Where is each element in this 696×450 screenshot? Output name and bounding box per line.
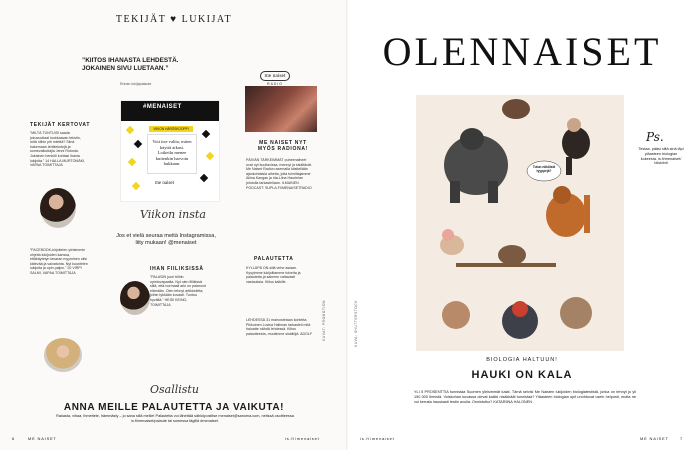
radio-badge: me naiset <box>260 71 291 81</box>
speech-bubble-text: Tutun näköisiä tyyppejä? <box>532 165 556 173</box>
photo-credit: KUVAT: PROMOTION <box>322 300 326 341</box>
feedback-title: ANNA MEILLE PALAUTETTA JA VAIKUTA! <box>63 402 285 413</box>
radio-text: PÄIVÄN TÄRKEIMMÄT puheenaiheet ovat nyt kuultavissa, mennyt ja sisältävät. Me Naiset Radion asemalla käsitellään ajankohtaisia aiheita, joita toimittajamme Aliina Kangas ja Ida-Liina Haurlelan johdolla tarkastellaan. ILMAINEN PODCAST: SUPLA.FI/MENAISETRADIO <box>246 158 312 190</box>
macaque-face <box>442 229 454 241</box>
decor-diamond <box>128 158 136 166</box>
page-number: 6 <box>12 436 16 441</box>
gorilla-arm <box>450 181 460 203</box>
insta-hashtag: #MENAISET <box>143 104 182 110</box>
palaute-text-2: LEHDESSÄ 31 mainostetaan kohteita. Pikkuinen Lovisa Hallman tarkasteli mitä haluatte nähdä lehdessä. Kiitos palautteesta, muutimme sisältöjä. ADOLF <box>246 318 313 336</box>
osallistu-script: Osallistu <box>150 383 199 396</box>
decor-diamond <box>202 130 210 138</box>
article-kicker: BIOLOGIA HALTUUN! <box>486 357 558 363</box>
decor-diamond <box>206 152 214 160</box>
right-page <box>348 0 696 450</box>
primate-poster <box>416 95 624 351</box>
decor-diamond <box>200 174 208 182</box>
ps-text[interactable]: Testaa, pääsi siitä sinä läpi yläasteen biologian kokeesta. is.fi/menaiset/ biiskiinti <box>638 147 684 166</box>
tekijat-text-2: ”FACEBOOK-kirjoitelen yleisimmin ohjeita lukijoiden kanssa, ettäkäytetyn tavaran myyminen olisi kätevää ja vaivatonta. Nyt kuuntelen lukijoita ja opin paljon.” 20 VIRPI SALMI, VAPAA TOIMITTAJA <box>30 248 88 275</box>
author-photo-2 <box>44 338 82 372</box>
insta-header <box>121 101 219 121</box>
orangutan-head <box>553 186 571 204</box>
gorilla-head <box>460 128 484 150</box>
decor-diamond <box>126 126 134 134</box>
monkey-shape <box>498 245 526 265</box>
ps-title: Ps. <box>646 130 664 144</box>
section-title-olennaiset: OLENNAISET <box>382 29 662 74</box>
article-title: HAUKI ON KALA <box>471 369 573 381</box>
monkey-shape <box>442 301 470 329</box>
footer-url[interactable]: is.fi/menaiset <box>360 436 395 441</box>
article-body: YLI 5 PROSENTTIA tunnistaa Suomen yleisimmät kalat. Tämä selvisi Me Naisten lukijoiden biologiatestistä, jonka on tehnyt jo yli 150 000 ihmistä. Voiskohan kuvassa olevat kaikki nisäkkäät tunnistaa? Yläasteen biologian opit unohtuvat usein helposti, mutta ne voi kerrata hauskasti testin avulla. Onnistutko? KATARIINA HALONEN <box>414 390 636 404</box>
section-title: TEKIJÄT ♥ LUKIJAT <box>115 14 233 25</box>
primate-illustration <box>416 95 624 351</box>
footer-brand: ME NAISET <box>28 436 57 441</box>
insta-yellow-bar: VIIKON HÄRÖSKOOPPI <box>149 126 193 132</box>
vertical-credit: KUVA: SHUTTERSTOCK <box>354 300 358 347</box>
insta-quote-card <box>147 134 197 174</box>
page-number: 7 <box>680 436 684 441</box>
lead-quote: ”KIITOS IHANASTA LEHDESTÄ. JOKAINEN SIVU LUETAAN.” <box>82 57 179 72</box>
author-photo-3 <box>120 281 150 315</box>
instagram-post[interactable] <box>120 100 220 202</box>
follow-instagram-text: Jos et vielä seuraa meitä Instagramissa, liity mukaan! @menaiset <box>116 233 216 246</box>
monkey-shape <box>502 99 530 119</box>
palaute-heading: PALAUTETTA <box>254 256 294 262</box>
orangutan-arm <box>584 195 590 233</box>
palaute-text-1: KYLLÄPÄ ON sillä virhe asiaan. Kysyimme lukijoiltamme toiveita ja palautetta ja saimme valtavasti vastauksia. Kiitos kaikille. <box>246 266 301 284</box>
chimp-leg <box>566 157 572 175</box>
decor-diamond <box>134 140 142 148</box>
tekijat-text-1: ”MILTÄ TUNTUISI saada jokuvuotiaat loukkaavan tekstin, mitä niihin piti miettiä? Siinä hakemaan lehtitekstejä ja somevaikuttajia Jenni Rotosta. Jokainen henkilö kohtasi ihania lukijoita.” 14 HALLA MURTOMÄKI, VAPAA TOIMITTAJA <box>30 131 86 168</box>
gorilla-arm <box>488 181 498 203</box>
footer-brand: ME NAISET <box>640 436 669 441</box>
radio-sub: RADIO <box>267 82 283 86</box>
ihan-text: ”PALASIN juuri töihin opintovapaalta. Nyt olen fiilikissä siitä, että normaali arki on palannut elämään. Olen tehnyt artikkeleita, joihin tykkään kovasti. Tuntuu hyvältä.” HEIDI KEINO, TOIMITTAJA <box>150 275 206 307</box>
chimp-body <box>562 127 590 159</box>
radio-hosts-photo <box>245 86 317 132</box>
quote-author: Erinan lukijapalaute <box>120 82 152 86</box>
author-photo-1 <box>40 188 76 228</box>
ihan-heading: IHAN FIILIKSISSÄ <box>150 266 204 272</box>
tekijat-heading: TEKIJÄT KERTOVAT <box>30 122 91 128</box>
decor-diamond <box>132 182 140 190</box>
footer-url[interactable]: is.fi/menaiset <box>285 436 320 441</box>
feedback-body: Rakasta, vihaa, ihmettele, hämmästy – jo sana sillä meille! Palautetta voi lähettää sähköpostitse menaiset@sanoma.com, netissä osoitteessa is.fi/menaiset/palaute tai somessa tägillä #menaiset. <box>56 414 294 423</box>
baboon-shape <box>560 297 592 329</box>
viikon-insta-script: Viikon insta <box>140 208 206 221</box>
radio-logo <box>250 64 300 86</box>
chimp-face <box>567 118 581 132</box>
mandrill-face <box>512 301 528 317</box>
radio-heading: ME NAISET NYT MYÖS RADIONA! <box>257 140 309 152</box>
insta-quote-text: Voit itse valita, miten käytät aikasi. Loikeilu menee kuitenkin harvoin hukkaan. <box>152 139 192 167</box>
insta-logo: me naiset <box>155 181 175 186</box>
